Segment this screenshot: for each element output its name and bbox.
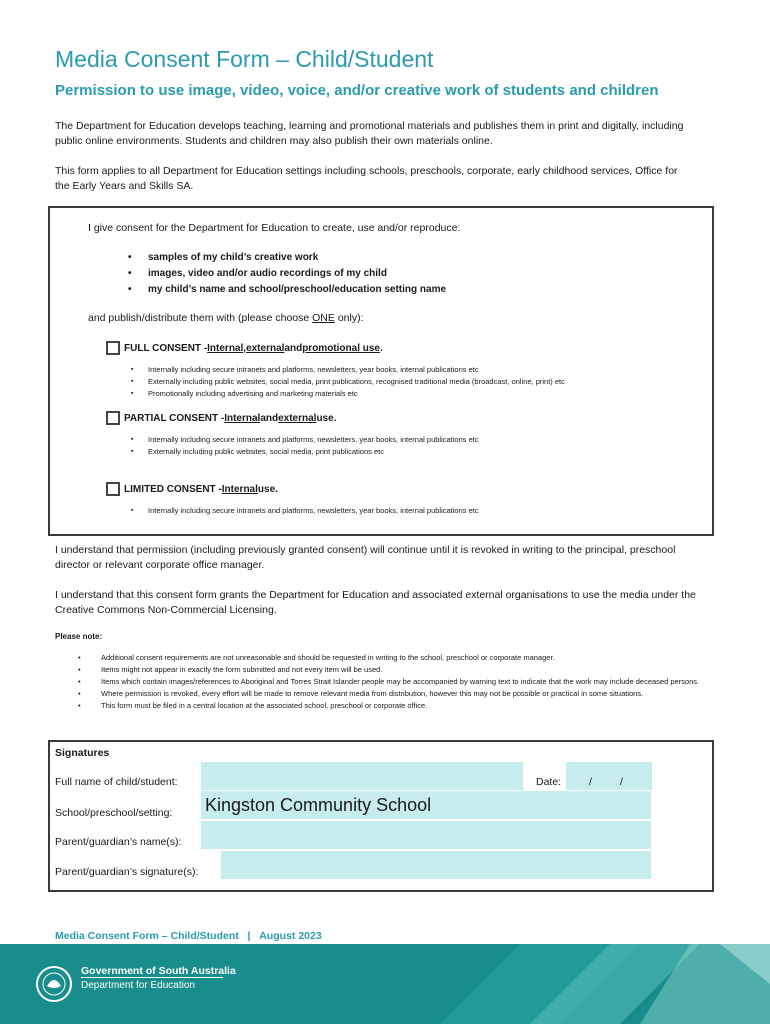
consent-items-list — [128, 250, 446, 298]
page-title: Media Consent Form – Child/Student — [55, 46, 434, 72]
full-consent-option[interactable]: FULL CONSENT - Internal , external and promotional use . — [106, 341, 383, 355]
state-crest-icon — [33, 964, 75, 1004]
understand-paragraph-2: I understand that this consent form grants the Department for Education and associated external organisations to use the media under the Creative Commons Non-Commercial Licensing. — [55, 589, 696, 616]
detail-item: ▪ Externally including public websites, social media, print publications etc — [131, 446, 479, 458]
notes-heading: Please note: — [55, 632, 103, 641]
date-field[interactable] — [566, 762, 652, 790]
note-item: • Items which contain images/references to Aboriginal and Torres Strait Islander people may be accompanied by warning text to indicate that the work may include deceased persons. — [78, 676, 708, 688]
date-separator: / — [620, 776, 623, 788]
note-item: • Items might not appear in exactly the form submitted and not every item will be used. — [78, 664, 708, 676]
choose-instruction: and publish/distribute them with (please choose ONE only): — [88, 312, 364, 324]
parent-name-field[interactable] — [201, 821, 651, 849]
logo-line-1: Government of South Australia — [81, 965, 236, 977]
partial-consent-checkbox[interactable] — [106, 411, 120, 425]
school-field[interactable]: Kingston Community School — [201, 791, 651, 819]
note-item: • Additional consent requirements are not unreasonable and should be requested in writing to the school, preschool or corporate manager. — [78, 652, 708, 664]
consent-item: • my child’s name and school/preschool/education setting name — [128, 282, 446, 298]
date-separator: / — [589, 776, 592, 788]
detail-item: ▪ Promotionally including advertising and marketing materials etc — [131, 388, 565, 400]
logo-divider — [81, 977, 223, 978]
parent-name-label: Parent/guardian’s name(s): — [55, 836, 182, 848]
full-consent-checkbox[interactable] — [106, 341, 120, 355]
partial-consent-details — [131, 434, 479, 458]
child-name-field[interactable] — [201, 762, 523, 790]
limited-consent-option[interactable]: LIMITED CONSENT - Internal use. — [106, 482, 278, 496]
school-label: School/preschool/setting: — [55, 807, 173, 819]
logo-line-2: Department for Education — [81, 980, 195, 991]
signature-field[interactable] — [221, 851, 651, 879]
date-label: Date: — [536, 776, 562, 788]
signatures-heading: Signatures — [55, 747, 110, 759]
detail-item: ▪ Internally including secure intranets and platforms, newsletters, year books, internal publications etc — [131, 505, 479, 517]
consent-item: • images, video and/or audio recordings of my child — [128, 266, 446, 282]
footer-line: Media Consent Form – Child/Student | August 2023 — [55, 930, 322, 942]
page-subtitle: Permission to use image, video, voice, and/or creative work of students and children — [55, 82, 659, 99]
note-item: • This form must be filed in a central location at the associated school, preschool or corporate office. — [78, 700, 708, 712]
detail-item: ▪ Internally including secure intranets and platforms, newsletters, year books, internal publications etc — [131, 434, 479, 446]
detail-item: ▪ Internally including secure intranets and platforms, newsletters, year books, internal publications etc — [131, 364, 565, 376]
partial-consent-option[interactable]: PARTIAL CONSENT - Internal and external use. — [106, 411, 336, 425]
detail-item: ▪ Externally including public websites, social media, print publications, recognised traditional media (broadcast, online, print) etc — [131, 376, 565, 388]
note-item: • Where permission is revoked, every effort will be made to remove relevant media from distribution, however this may not be possible or practical in some situations. — [78, 688, 708, 700]
intro-paragraph-1: The Department for Education develops teaching, learning and promotional materials and publishes them in print and digitally, including public online environments. Students and children may also publish their own materials online. — [55, 120, 684, 147]
limited-consent-details — [131, 505, 479, 517]
full-consent-details — [131, 364, 565, 400]
limited-consent-checkbox[interactable] — [106, 482, 120, 496]
consent-item: • samples of my child’s creative work — [128, 250, 446, 266]
signature-label: Parent/guardian’s signature(s): — [55, 866, 199, 878]
intro-paragraph-2: This form applies to all Department for Education settings including schools, preschools, corporate, early childhood services, Office for the Early Years and Skills SA. — [55, 165, 678, 192]
understand-paragraph-1: I understand that permission (including previously granted consent) will continue until it is revoked in writing to the principal, preschool director or relevant corporate office manager. — [55, 544, 676, 571]
notes-list — [78, 652, 708, 712]
child-name-label: Full name of child/student: — [55, 776, 178, 788]
consent-lead: I give consent for the Department for Education to create, use and/or reproduce: — [88, 222, 461, 234]
footer-band — [0, 944, 770, 1024]
